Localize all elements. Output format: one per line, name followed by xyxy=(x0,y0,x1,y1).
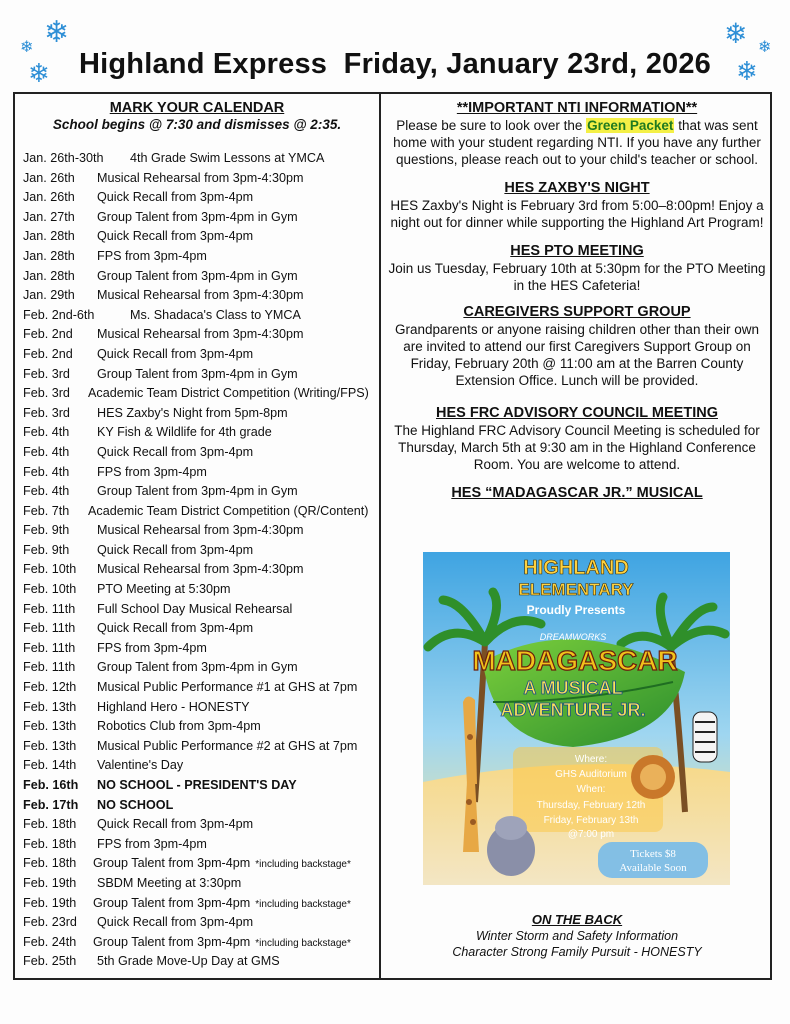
calendar-event xyxy=(97,523,303,537)
calendar-event-text: Musical Rehearsal from 3pm-4:30pm xyxy=(97,288,304,303)
calendar-column xyxy=(16,100,378,974)
calendar-event-text: Robotics Club from 3pm-4pm xyxy=(97,719,261,734)
calendar-date: Feb. 18th xyxy=(23,817,77,832)
calendar-event xyxy=(97,641,207,655)
frc-section xyxy=(384,405,770,473)
calendar-row xyxy=(16,269,378,289)
calendar-date: Feb. 13th xyxy=(23,738,77,753)
calendar-event xyxy=(97,249,207,263)
nti-section xyxy=(384,100,770,168)
poster-tickets-availability: Available Soon xyxy=(619,862,687,874)
calendar-date: Feb. 17th xyxy=(23,797,79,812)
calendar-event xyxy=(97,778,297,792)
calendar-event-text: FPS from 3pm-4pm xyxy=(97,464,207,479)
calendar-date: Feb. 14th xyxy=(23,758,77,773)
zaxby-body: HES Zaxby's Night is February 3rd from 5:00–8:00pm! Enjoy a night out for dinner while supporting the Highland Art Program! xyxy=(390,198,764,230)
calendar-date: Feb. 10th xyxy=(23,582,77,597)
calendar-event xyxy=(97,621,253,635)
calendar-event-text: 5th Grade Move-Up Day at GMS xyxy=(97,954,280,969)
calendar-event xyxy=(97,465,207,479)
calendar-row xyxy=(16,504,378,524)
calendar-date: Feb. 25th xyxy=(23,954,77,969)
calendar-row xyxy=(16,954,378,974)
column-divider xyxy=(379,92,381,980)
calendar-date: Feb. 11th xyxy=(23,660,76,675)
calendar-date: Feb. 16th xyxy=(23,778,79,792)
on-the-back-heading: ON THE BACK xyxy=(531,912,623,927)
calendar-date: Jan. 27th xyxy=(23,209,75,224)
poster-presents: Proudly Presents xyxy=(526,603,626,617)
snowflake-icon: ❄ xyxy=(758,39,772,56)
calendar-event-text: Quick Recall from 3pm-4pm xyxy=(97,190,254,205)
calendar-event xyxy=(97,288,303,302)
calendar-row xyxy=(16,406,378,426)
calendar-event xyxy=(97,367,298,381)
calendar-row xyxy=(16,308,378,328)
caregivers-section xyxy=(384,304,770,389)
calendar-row xyxy=(16,817,378,837)
pto-body: Join us Tuesday, February 10th at 5:30pm for the PTO Meeting in the HES Cafeteria! xyxy=(388,261,766,293)
calendar-event xyxy=(97,739,357,753)
poster-tag2: ADVENTURE JR. xyxy=(500,700,646,720)
musical-heading: HES “MADAGASCAR JR.” MUSICAL xyxy=(451,485,703,501)
calendar-date: Feb. 19th xyxy=(23,875,77,890)
calendar-date: Feb. 10th xyxy=(23,562,77,577)
calendar-event xyxy=(97,445,253,459)
calendar-event xyxy=(97,269,298,283)
calendar-row xyxy=(16,367,378,387)
calendar-event-text: Musical Rehearsal from 3pm-4:30pm xyxy=(97,327,304,342)
calendar-event xyxy=(97,876,241,890)
calendar-event-text: Group Talent from 3pm-4pm xyxy=(93,934,251,949)
calendar-date: Feb. 3rd xyxy=(23,405,70,420)
announcements-column xyxy=(384,100,770,502)
calendar-event-note: *including backstage* xyxy=(255,859,351,871)
calendar-date: Feb. 23rd xyxy=(23,915,77,930)
calendar-event-text: KY Fish & Wildlife for 4th grade xyxy=(97,425,272,440)
calendar-event xyxy=(97,190,253,204)
poster-line1: HIGHLAND xyxy=(523,557,629,579)
snowflake-icon: ❄ xyxy=(736,56,758,86)
calendar-date: Feb. 11th xyxy=(23,621,76,636)
calendar-event xyxy=(97,680,357,694)
calendar-date: Feb. 2nd-6th xyxy=(23,307,95,322)
calendar-date: Feb. 11th xyxy=(23,640,76,655)
calendar-event xyxy=(97,425,272,439)
poster-show-title: MADAGASCAR xyxy=(472,645,678,676)
calendar-date: Jan. 28th xyxy=(23,248,75,263)
calendar-row xyxy=(16,719,378,739)
musical-poster xyxy=(423,552,730,885)
calendar-event xyxy=(97,210,298,224)
calendar-event xyxy=(93,935,351,949)
calendar-event-text: Group Talent from 3pm-4pm in Gym xyxy=(97,209,298,224)
nti-text-post: that was sent home with your student regarding NTI. If you have any further questions, please reach out to your child's teacher or school. xyxy=(393,118,761,167)
calendar-event-text: Valentine's Day xyxy=(97,758,184,773)
calendar-event xyxy=(88,386,369,400)
calendar-event xyxy=(97,562,303,576)
musical-section xyxy=(384,485,770,502)
calendar-event xyxy=(97,700,250,714)
zaxby-section xyxy=(384,180,770,231)
calendar-row xyxy=(16,778,378,798)
calendar-event xyxy=(97,837,207,851)
calendar-event-text: FPS from 3pm-4pm xyxy=(97,836,207,851)
calendar-date: Feb. 7th xyxy=(23,503,70,518)
calendar-date: Jan. 26th xyxy=(23,190,75,205)
poster-tag1: A MUSICAL xyxy=(523,678,623,698)
page-title: Highland Express Friday, January 23rd, 2026 xyxy=(78,48,712,80)
calendar-row xyxy=(16,739,378,759)
calendar-date: Feb. 4th xyxy=(23,484,70,499)
calendar-event-text: NO SCHOOL xyxy=(97,797,174,812)
frc-heading: HES FRC ADVISORY COUNCIL MEETING xyxy=(436,405,718,421)
calendar-row xyxy=(16,582,378,602)
calendar-date: Feb. 13th xyxy=(23,699,77,714)
calendar-date: Feb. 9th xyxy=(23,523,70,538)
calendar-event xyxy=(97,171,303,185)
calendar-row xyxy=(16,210,378,230)
nti-heading: **IMPORTANT NTI INFORMATION** xyxy=(456,100,698,116)
calendar-event xyxy=(93,856,351,870)
calendar-event xyxy=(97,602,292,616)
calendar-row xyxy=(16,896,378,916)
calendar-row xyxy=(16,229,378,249)
calendar-row xyxy=(16,190,378,210)
poster-line2: ELEMENTARY xyxy=(518,580,634,599)
calendar-row xyxy=(16,798,378,818)
snowflake-icon: ❄ xyxy=(20,39,34,56)
calendar-event xyxy=(97,758,183,772)
calendar-row xyxy=(16,386,378,406)
calendar-date: Feb. 18th xyxy=(23,836,77,851)
calendar-event-text: Academic Team District Competition (Writing/FPS) xyxy=(88,386,369,401)
calendar-date: Jan. 26th xyxy=(23,170,75,185)
calendar-list xyxy=(16,151,378,974)
calendar-row xyxy=(16,641,378,661)
calendar-event xyxy=(97,406,288,420)
nti-text-pre: Please be sure to look over the xyxy=(396,118,587,133)
poster-where: GHS Auditorium xyxy=(555,769,627,780)
caregivers-heading: CAREGIVERS SUPPORT GROUP xyxy=(463,304,691,320)
calendar-row xyxy=(16,935,378,955)
calendar-event xyxy=(97,327,303,341)
calendar-row xyxy=(16,562,378,582)
calendar-event xyxy=(97,954,280,968)
snowflake-icon: ❄ xyxy=(44,16,70,49)
poster-when2: Friday, February 13th xyxy=(543,815,639,826)
calendar-event-text: SBDM Meeting at 3:30pm xyxy=(97,875,242,890)
calendar-event-text: Highland Hero - HONESTY xyxy=(97,699,250,714)
calendar-row xyxy=(16,347,378,367)
calendar-row xyxy=(16,327,378,347)
calendar-row xyxy=(16,249,378,269)
calendar-date: Feb. 4th xyxy=(23,464,70,479)
calendar-row xyxy=(16,151,378,171)
calendar-event-note: *including backstage* xyxy=(255,937,351,949)
calendar-event-text: Quick Recall from 3pm-4pm xyxy=(97,817,254,832)
calendar-date: Feb. 24th xyxy=(23,934,77,949)
calendar-event-text: Group Talent from 3pm-4pm xyxy=(93,856,251,871)
poster-time: @7:00 pm xyxy=(567,829,615,840)
calendar-event-text: FPS from 3pm-4pm xyxy=(97,248,207,263)
calendar-event xyxy=(97,817,253,831)
calendar-date: Feb. 13th xyxy=(23,719,77,734)
on-the-back-line2: Character Strong Family Pursuit - HONESTY xyxy=(452,945,702,959)
calendar-date: Feb. 12th xyxy=(23,680,77,695)
calendar-event xyxy=(93,896,351,910)
calendar-date: Feb. 3rd xyxy=(23,386,70,401)
calendar-row xyxy=(16,425,378,445)
calendar-row xyxy=(16,523,378,543)
calendar-event xyxy=(97,582,230,596)
calendar-event xyxy=(97,484,298,498)
frc-body: The Highland FRC Advisory Council Meeting is scheduled for Thursday, March 5th at 9:30 am in the Highland Conference Room. You are welcome to attend. xyxy=(394,423,760,472)
calendar-event-text: Musical Public Performance #1 at GHS at 7pm xyxy=(97,680,358,695)
snowflake-icon: ❄ xyxy=(28,58,50,88)
calendar-row xyxy=(16,680,378,700)
calendar-event xyxy=(97,229,253,243)
calendar-event xyxy=(130,308,301,322)
calendar-row xyxy=(16,171,378,191)
calendar-event-text: 4th Grade Swim Lessons at YMCA xyxy=(130,151,325,165)
calendar-date: Jan. 28th xyxy=(23,268,75,283)
calendar-event-text: Academic Team District Competition (QR/Content) xyxy=(88,503,369,518)
calendar-date: Feb. 4th xyxy=(23,444,70,459)
calendar-date: Feb. 3rd xyxy=(23,366,70,381)
calendar-row xyxy=(16,602,378,622)
calendar-heading: MARK YOUR CALENDAR xyxy=(109,100,285,116)
poster-when-label: When: xyxy=(576,784,606,795)
calendar-event-text: Quick Recall from 3pm-4pm xyxy=(97,346,254,361)
calendar-event-text: Group Talent from 3pm-4pm in Gym xyxy=(97,366,298,381)
poster-where-label: Where: xyxy=(574,754,608,765)
calendar-row xyxy=(16,465,378,485)
calendar-row xyxy=(16,876,378,896)
calendar-event-text: Quick Recall from 3pm-4pm xyxy=(97,621,254,636)
calendar-event-text: Group Talent from 3pm-4pm in Gym xyxy=(97,268,298,283)
poster-brand: DREAMWORKS xyxy=(539,632,607,642)
poster-artwork xyxy=(423,552,730,885)
calendar-event xyxy=(88,504,368,518)
calendar-row xyxy=(16,484,378,504)
pto-section xyxy=(384,243,770,294)
calendar-row xyxy=(16,700,378,720)
calendar-date: Feb. 2nd xyxy=(23,346,73,361)
nti-body xyxy=(384,117,770,168)
calendar-event-text: Group Talent from 3pm-4pm in Gym xyxy=(97,660,298,675)
calendar-event-text: Full School Day Musical Rehearsal xyxy=(97,601,293,616)
calendar-event-note: *including backstage* xyxy=(255,898,351,910)
calendar-event-text: FPS from 3pm-4pm xyxy=(97,640,207,655)
calendar-event-text: NO SCHOOL - PRESIDENT'S DAY xyxy=(97,778,297,792)
snowflake-icon: ❄ xyxy=(724,18,748,49)
pto-heading: HES PTO MEETING xyxy=(510,243,644,259)
calendar-event xyxy=(97,543,253,557)
school-hours: School begins @ 7:30 and dismisses @ 2:35. xyxy=(52,117,342,132)
calendar-event-text: Group Talent from 3pm-4pm in Gym xyxy=(97,484,298,499)
calendar-row xyxy=(16,915,378,935)
on-the-back xyxy=(384,912,770,960)
calendar-event-text: Ms. Shadaca's Class to YMCA xyxy=(130,307,301,322)
poster-when1: Thursday, February 12th xyxy=(536,800,646,811)
calendar-date: Feb. 4th xyxy=(23,425,70,440)
calendar-date: Feb. 2nd xyxy=(23,327,73,342)
calendar-row xyxy=(16,660,378,680)
calendar-event xyxy=(97,347,253,361)
calendar-date: Jan. 28th xyxy=(23,229,75,244)
calendar-event-text: PTO Meeting at 5:30pm xyxy=(97,582,231,597)
calendar-event xyxy=(130,151,324,165)
poster-tickets-price: Tickets $8 xyxy=(630,848,676,860)
calendar-date: Feb. 19th xyxy=(23,895,77,910)
calendar-date: Jan. 29th xyxy=(23,288,75,303)
calendar-event-text: Musical Rehearsal from 3pm-4:30pm xyxy=(97,523,304,538)
calendar-event-text: Quick Recall from 3pm-4pm xyxy=(97,229,254,244)
calendar-event-text: Group Talent from 3pm-4pm xyxy=(93,895,251,910)
calendar-event-text: Musical Public Performance #2 at GHS at 7pm xyxy=(97,738,358,753)
calendar-row xyxy=(16,758,378,778)
zaxby-heading: HES ZAXBY'S NIGHT xyxy=(504,180,650,196)
calendar-row xyxy=(16,288,378,308)
green-packet-highlight: Green Packet xyxy=(587,118,674,133)
calendar-date: Feb. 9th xyxy=(23,542,70,557)
calendar-event-text: Quick Recall from 3pm-4pm xyxy=(97,444,254,459)
calendar-event-text: Musical Rehearsal from 3pm-4:30pm xyxy=(97,170,304,185)
caregivers-body: Grandparents or anyone raising children other than their own are invited to attend our first Caregivers Support Group on Friday, February 20th @ 11:00 am at the Barren County Extension Office. Lunch will be provided. xyxy=(395,322,759,388)
calendar-event xyxy=(97,798,173,812)
calendar-event xyxy=(97,915,253,929)
calendar-row xyxy=(16,856,378,876)
on-the-back-line1: Winter Storm and Safety Information xyxy=(475,929,679,943)
calendar-date: Feb. 11th xyxy=(23,601,76,616)
calendar-row xyxy=(16,837,378,857)
calendar-date: Jan. 26th-30th xyxy=(23,151,104,165)
calendar-date: Feb. 18th xyxy=(23,856,77,871)
calendar-row xyxy=(16,543,378,563)
calendar-event-text: HES Zaxby's Night from 5pm-8pm xyxy=(97,405,288,420)
calendar-row xyxy=(16,445,378,465)
calendar-event xyxy=(97,719,261,733)
calendar-row xyxy=(16,621,378,641)
calendar-event-text: Musical Rehearsal from 3pm-4:30pm xyxy=(97,562,304,577)
calendar-event-text: Quick Recall from 3pm-4pm xyxy=(97,542,254,557)
calendar-event xyxy=(97,660,298,674)
calendar-event-text: Quick Recall from 3pm-4pm xyxy=(97,915,254,930)
